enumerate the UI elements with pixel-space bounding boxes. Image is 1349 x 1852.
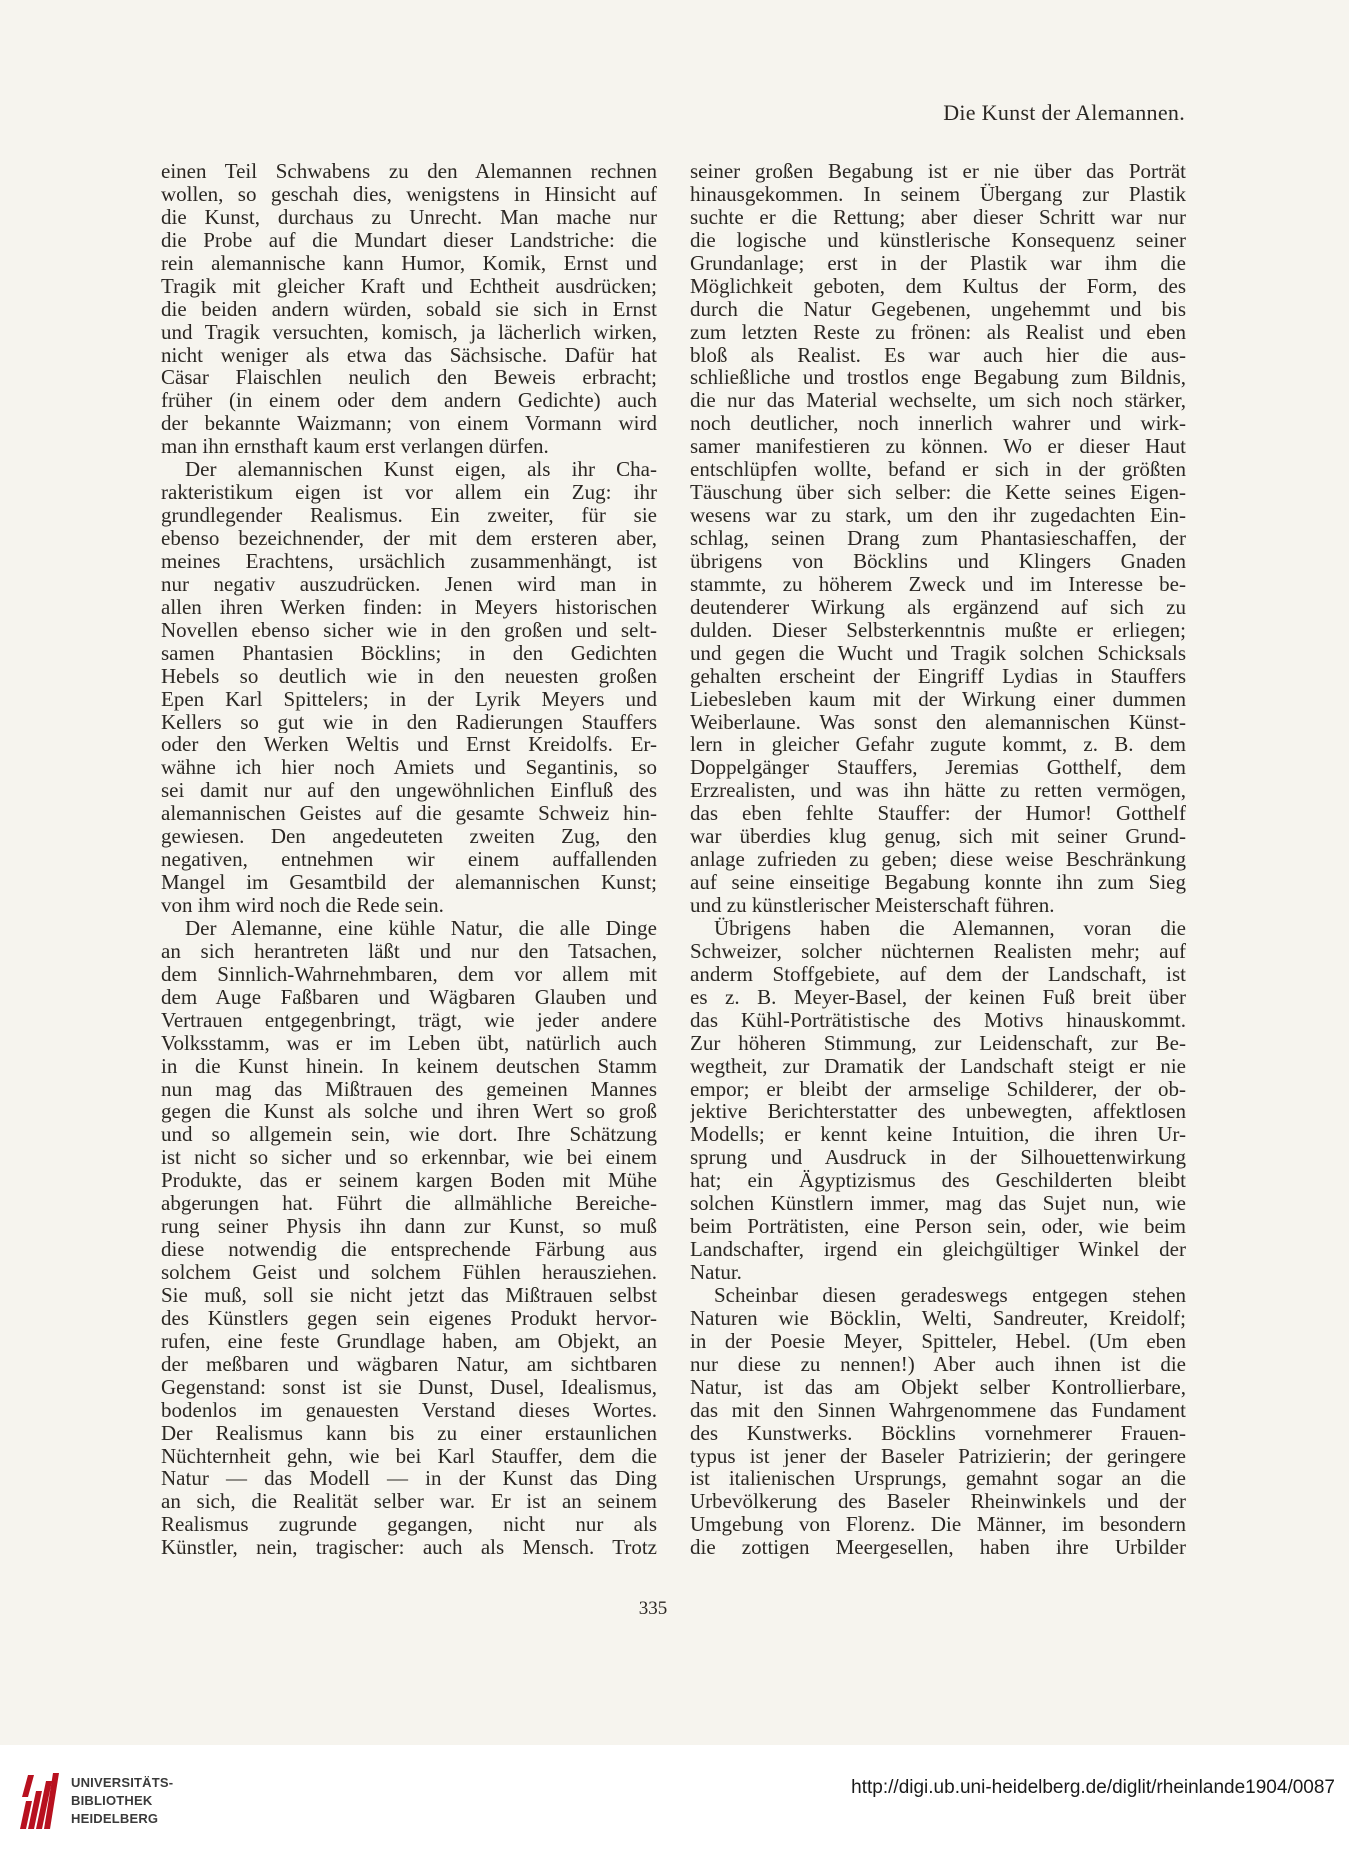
text-line: lern in gleicher Gefahr zugute kommt, z. B. dem [690,733,1186,757]
text-line: Modells; er kennt keine Intuition, die ihren Ur- [690,1123,1186,1147]
text-line: Hebels so deutlich wie in den neuesten großen [161,664,657,688]
text-line: gewiesen. Den angedeuteten zweiten Zug, den [161,825,657,849]
text-line: grundlegender Realismus. Ein zweiter, für sie [161,504,657,527]
text-line: Novellen ebenso sicher wie in den großen und selt- [161,618,657,642]
page-number: 335 [638,1598,668,1619]
source-url: http://digi.ub.uni-heidelberg.de/diglit/rheinlande1904/0087 [851,1777,1335,1798]
text-line: es z. B. Meyer-Basel, der keinen Fuß breit über [690,985,1186,1009]
text-line: Nüchternheit gehn, wie bei Karl Stauffer, dem die [161,1444,657,1468]
text-line: Sie muß, soll sie nicht jetzt das Mißtrauen selbst [161,1283,657,1307]
library-name-line: HEIDELBERG [71,1811,159,1826]
text-line: bodenlos im genauesten Verstand dieses Wortes. [161,1398,657,1422]
text-line: alemannischen Geistes auf die gesamte Schweiz hin- [161,802,657,826]
text-line: rakteristikum eigen ist vor allem ein Zug: ihr [161,481,657,505]
text-line: von ihm wird noch die Rede sein. [161,894,444,917]
text-line: samer manifestieren zu können. Wo er dieser Haut [690,435,1186,459]
text-line: Weiberlaune. Was sonst den alemannischen Künst- [690,710,1186,734]
text-line: an sich, die Realität selber war. Er ist an seinem [161,1490,657,1514]
text-line: diese notwendig die entsprechende Färbung aus [161,1238,657,1261]
text-line: nur diese zu nennen!) Aber auch ihnen ist die [690,1352,1186,1376]
text-line: das mit den Sinnen Wahrgenommene das Fundament [690,1398,1186,1422]
text-line: ist nicht so sicher und so erkennbar, wie bei einem [161,1146,657,1170]
ub-heidelberg-logo-icon [18,1771,60,1831]
text-line: rufen, eine feste Grundlage haben, am Objekt, an [161,1329,657,1353]
text-line: und zu künstlerischer Meisterschaft führen. [690,894,1055,917]
text-line: ist italienischen Ursprungs, gemahnt sogar an die [690,1467,1186,1491]
text-line: bloß als Realist. Es war auch hier die aus- [690,343,1186,367]
text-line: entschlüpfen wollte, befand er sich in der größten [690,458,1186,482]
text-line: hinausgekommen. In seinem Übergang zur Plastik [690,182,1186,206]
text-line: Epen Karl Spittelers; in der Lyrik Meyers und [161,687,657,711]
text-line: in die Kunst hinein. In keinem deutschen Stamm [161,1054,657,1078]
text-line: sprung und Ausdruck in der Silhouettenwirkung [690,1146,1186,1170]
text-line: Mangel im Gesamtbild der alemannischen Kunst; [161,871,657,894]
text-line: Scheinbar diesen geradeswegs entgegen stehen [714,1283,1186,1307]
text-line: man ihn ernsthaft kaum erst verlangen dürfen. [161,435,549,459]
text-line: die logische und künstlerische Konsequenz seiner [690,228,1186,252]
library-name-line: UNIVERSITÄTS- [71,1775,174,1790]
text-line: samen Phantasien Böcklins; in den Gedichten [161,641,657,665]
text-line: Naturen wie Böcklin, Welti, Sandreuter, Kreidolf; [690,1306,1186,1330]
footer [0,1745,1349,1852]
text-line: ebenso bezeichnender, der mit dem ersteren aber, [161,527,657,550]
text-line: Erzrealisten, und was ihn hätte zu retten vermögen, [690,779,1186,803]
text-line: schließliche und trostlos enge Begabung zum Bildnis, [690,366,1186,390]
text-line: Umgebung von Florenz. Die Männer, im besondern [690,1513,1186,1537]
text-line: allen ihren Werken finden: in Meyers historischen [161,595,657,619]
text-line: die beiden andern würden, sobald sie sich in Ernst [161,297,657,321]
text-line: dulden. Dieser Selbsterkenntnis mußte er erliegen; [690,618,1186,642]
text-line: war überdies klug genug, sich mit seiner Grund- [690,825,1186,849]
text-line: die Kunst, durchaus zu Unrecht. Man mache nur [161,205,657,229]
text-line: Realismus zugrunde gegangen, nicht nur als [161,1513,657,1537]
text-line: der meßbaren und wägbaren Natur, am sichtbaren [161,1352,657,1376]
text-line: meines Erachtens, ursächlich zusammenhängt, ist [161,549,657,573]
text-line: hat; ein Ägyptizismus des Geschilderten bleibt [690,1169,1186,1193]
text-line: Natur. [690,1261,742,1284]
text-line: an sich herantreten läßt und nur den Tatsachen, [161,939,657,963]
text-line: nur negativ auszudrücken. Jenen wird man in [161,572,657,596]
text-line: rein alemannische kann Humor, Komik, Ernst und [161,251,657,275]
text-line: Volksstamm, was er im Leben übt, natürlich auch [161,1031,657,1055]
text-line: wegtheit, zur Dramatik der Landschaft steigt er nie [690,1054,1186,1078]
text-line: die nur das Material wechselte, um sich noch stärker, [690,389,1186,413]
text-line: negativen, entnehmen wir einem auffallenden [161,848,657,872]
text-line: Liebesleben kaum mit der Wirkung einer dummen [690,687,1186,711]
text-line: übrigens von Böcklins und Klingers Gnaden [690,549,1186,573]
text-line: das eben fehlte Stauffer: der Humor! Gotthelf [690,802,1186,826]
text-line: die zottigen Meergesellen, haben ihre Urbilder [690,1536,1186,1560]
text-line: Natur — das Modell — in der Kunst das Ding [161,1467,657,1491]
text-line: typus ist jener der Baseler Patrizierin; der geringere [690,1444,1186,1468]
text-line: gehalten erscheint der Eingriff Lydias in Stauffers [690,664,1186,688]
text-line: seiner großen Begabung ist er nie über das Porträt [690,160,1186,183]
text-line: deutenderer Wirkung als ergänzend auf sich zu [690,595,1186,619]
text-line: nun mag das Mißtrauen des gemeinen Mannes [161,1077,657,1101]
text-line: Natur, ist das am Objekt selber Kontrollierbare, [690,1375,1186,1399]
text-line: Der alemannischen Kunst eigen, als ihr Cha- [185,458,657,482]
text-line: die Probe auf die Mundart dieser Landstriche: die [161,228,657,252]
text-line: dem Auge Faßbaren und Wägbaren Glauben und [161,985,657,1009]
text-line: solchem Geist und solchem Fühlen herausziehen. [161,1261,657,1284]
text-line: empor; er bleibt der armselige Schilderer, der ob- [690,1077,1186,1101]
text-line: wähne ich hier noch Amiets und Segantinis, so [161,756,657,780]
text-line: Der Alemanne, eine kühle Natur, die alle Dinge [185,916,657,940]
text-line: Kellers so gut wie in den Radierungen Stauffers [161,710,657,734]
text-line: Vertrauen entgegenbringt, trägt, wie jeder andere [161,1008,657,1032]
text-line: früher (in einem oder dem andern Gedichte) auch [161,389,657,413]
text-line: Übrigens haben die Alemannen, voran die [714,916,1186,940]
text-line: des Künstlers gegen sein eigenes Produkt hervor- [161,1306,657,1330]
text-line: und gegen die Wucht und Tragik solchen Schicksals [690,641,1186,665]
left-column [161,160,657,1559]
text-line: Künstler, nein, tragischer: auch als Mensch. Trotz [161,1536,657,1560]
text-line: Täuschung über sich selber: die Kette seines Eigen- [690,481,1186,505]
text-line: schlag, seinen Drang zum Phantasieschaffen, der [690,527,1186,550]
text-line: gegen die Kunst als solche und ihren Wert so groß [161,1100,657,1124]
text-line: Zur höheren Stimmung, zur Leidenschaft, zur Be- [690,1031,1186,1055]
text-line: und so allgemein sein, wie dort. Ihre Schätzung [161,1123,657,1147]
text-line: suchte er die Rettung; aber dieser Schritt war nur [690,205,1186,229]
text-line: stammte, zu höherem Zweck und im Interesse be- [690,572,1186,596]
text-line: dem Sinnlich-Wahrnehmbaren, dem vor allem mit [161,962,657,986]
text-line: und Tragik versuchten, komisch, ja lächerlich wirken, [161,320,657,344]
text-line: in der Poesie Meyer, Spitteler, Hebel. (Um eben [690,1329,1186,1353]
running-title: Die Kunst der Alemannen. [943,100,1185,125]
library-name-line: BIBLIOTHEK [71,1793,153,1808]
text-line: Urbevölkerung des Baseler Rheinwinkels und der [690,1490,1186,1514]
text-line: Möglichkeit geboten, dem Kultus der Form, des [690,274,1186,298]
text-line: das Kühl-Porträtistische des Motivs hinauskommt. [690,1008,1186,1032]
text-line: Produkte, das er seinem kargen Boden mit Mühe [161,1169,657,1193]
text-line: des Kunstwerks. Böcklins vornehmerer Frauen- [690,1421,1186,1445]
text-line: Landschafter, irgend ein gleichgültiger Winkel der [690,1238,1186,1261]
library-name [71,1774,173,1828]
text-line: zum letzten Reste zu frönen: als Realist und eben [690,320,1186,344]
text-line: Der Realismus kann bis zu einer erstaunlichen [161,1421,657,1445]
text-line: wesens war zu stark, um den ihr zugedachten Ein- [690,504,1186,527]
text-line: der bekannte Waizmann; von einem Vormann wird [161,412,657,436]
text-line: Schweizer, solcher nüchternen Realisten mehr; auf [690,939,1186,963]
text-line: jektive Berichterstatter des unbewegten, affektlosen [690,1100,1186,1124]
text-line: anlage zufrieden zu geben; diese weise Beschränkung [690,848,1186,872]
text-line: sei damit nur auf den ungewöhnlichen Einfluß des [161,779,657,803]
text-line: oder den Werken Weltis und Ernst Kreidolfs. Er- [161,733,657,757]
text-line: Tragik mit gleicher Kraft und Echtheit ausdrücken; [161,274,657,298]
text-line: solchen Künstlern immer, mag das Sujet nun, wie [690,1192,1186,1216]
text-line: einen Teil Schwabens zu den Alemannen rechnen [161,160,657,183]
right-column [690,160,1186,1559]
text-line: nicht weniger als etwa das Sächsische. Dafür hat [161,343,657,367]
text-line: Gegenstand: sonst ist sie Dunst, Dusel, Idealismus, [161,1375,657,1399]
text-line: durch die Natur Gegebenen, ungehemmt und bis [690,297,1186,321]
text-line: Cäsar Flaischlen neulich den Beweis erbracht; [161,366,657,390]
text-line: noch deutlicher, noch innerlich wahrer und wirk- [690,412,1186,436]
text-line: rung seiner Physis ihn dann zur Kunst, so muß [161,1215,657,1239]
text-line: Doppelgänger Stauffers, Jeremias Gotthelf, dem [690,756,1186,780]
text-line: anderm Stoffgebiete, auf dem der Landschaft, ist [690,962,1186,986]
text-line: wollen, so geschah dies, wenigstens in Hinsicht auf [161,182,657,206]
text-line: Grundanlage; erst in der Plastik war ihm die [690,251,1186,275]
text-line: abgerungen hat. Führt die allmähliche Bereiche- [161,1192,657,1216]
text-line: beim Porträtisten, eine Person sein, oder, wie beim [690,1215,1186,1239]
text-line: auf seine einseitige Begabung konnte ihn zum Sieg [690,871,1186,894]
